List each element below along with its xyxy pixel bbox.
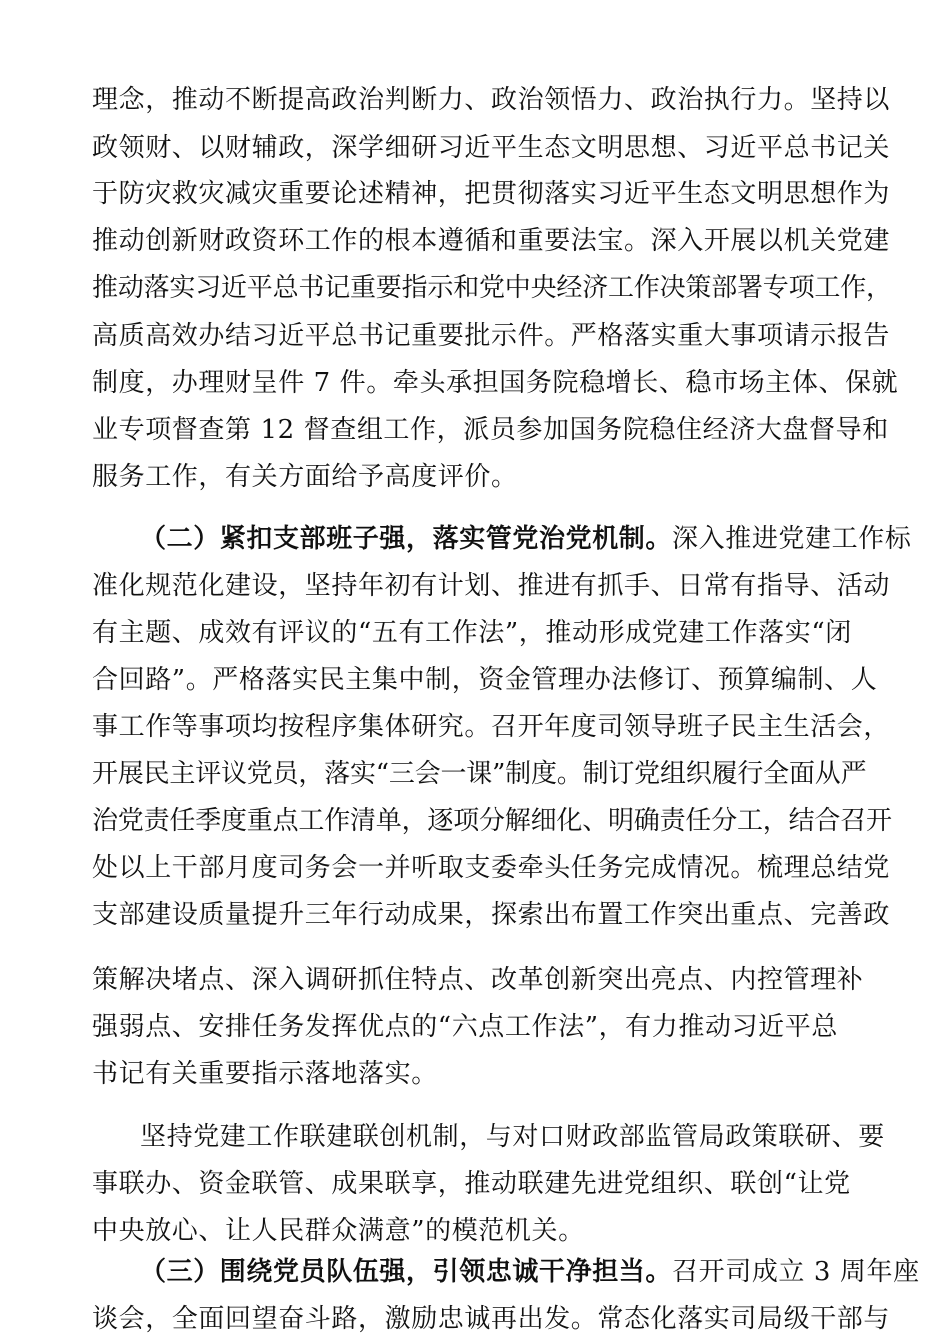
paragraph-line: 业专项督查第 12 督查组工作，派员参加国务院稳住经济大盘督导和 [92, 415, 889, 445]
paragraph-line: 强弱点、安排任务发挥优点的“六点工作法”，有力推动习近平总 [92, 1012, 838, 1042]
paragraph-line: 推动落实习近平总书记重要指示和党中央经济工作决策部署专项工作， [92, 273, 892, 303]
paragraph-line: 制度，办理财呈件 7 件。牵头承担国务院稳增长、稳市场主体、保就 [92, 368, 899, 398]
paragraph-line: 事工作等事项均按程序集体研究。召开年度司领导班子民主生活会， [92, 712, 891, 742]
section-2-first-line-text: 深入推进党建工作标 [672, 524, 912, 554]
paragraph-line: 治党责任季度重点工作清单，逐项分解细化、明确责任分工，结合召开 [92, 806, 892, 836]
paragraph-line: 开展民主评议党员，落实“三会一课”制度。制订党组织履行全面从严 [92, 759, 867, 789]
paragraph-line: 中央放心、让人民群众满意”的模范机关。 [92, 1216, 585, 1246]
paragraph-line: 高质高效办结习近平总书记重要批示件。严格落实重大事项请示报告 [92, 321, 891, 351]
paragraph-line: 支部建设质量提升三年行动成果，探索出布置工作突出重点、完善政 [92, 900, 891, 930]
paragraph-line: 事联办、资金联管、成果联享，推动联建先进党组织、联创“让党 [92, 1169, 851, 1199]
section-3-heading: （三）围绕党员队伍强，引领忠诚干净担当。 [140, 1257, 673, 1287]
section-2-heading: （二）紧扣支部班子强，落实管党治党机制。 [140, 524, 673, 554]
paragraph-line: 服务工作，有关方面给予高度评价。 [92, 462, 518, 492]
paragraph-line: 谈会，全面回望奋斗路，激励忠诚再出发。常态化落实司局级干部与 [92, 1304, 891, 1334]
paragraph-first-line: 坚持党建工作联建联创机制，与对口财政部监管局政策联研、要 [140, 1122, 885, 1152]
section-2-first-line [140, 523, 912, 555]
section-3-first-line [140, 1256, 920, 1288]
paragraph-line: 处以上干部月度司务会一并听取支委牵头任务完成情况。梳理总结党 [92, 853, 891, 883]
paragraph-line: 理念，推动不断提高政治判断力、政治领悟力、政治执行力。坚持以 [92, 85, 891, 115]
paragraph-line: 策解决堵点、深入调研抓住特点、改革创新突出亮点、内控管理补 [92, 965, 864, 995]
paragraph-line: 合回路”。严格落实民主集中制，资金管理办法修订、预算编制、人 [92, 665, 878, 695]
paragraph-line: 准化规范化建设，坚持年初有计划、推进有抓手、日常有指导、活动 [92, 571, 891, 601]
paragraph-line: 书记有关重要指示落地落实。 [92, 1059, 438, 1089]
paragraph-line: 政领财、以财辅政，深学细研习近平生态文明思想、习近平总书记关 [92, 133, 891, 163]
paragraph-line: 有主题、成效有评议的“五有工作法”，推动形成党建工作落实“闭 [92, 618, 852, 648]
paragraph-line: 于防灾救灾减灾重要论述精神，把贯彻落实习近平生态文明思想作为 [92, 179, 891, 209]
section-3-first-line-text: 召开司成立 3 周年座 [672, 1257, 920, 1287]
paragraph-line: 推动创新财政资环工作的根本遵循和重要法宝。深入开展以机关党建 [92, 226, 891, 256]
